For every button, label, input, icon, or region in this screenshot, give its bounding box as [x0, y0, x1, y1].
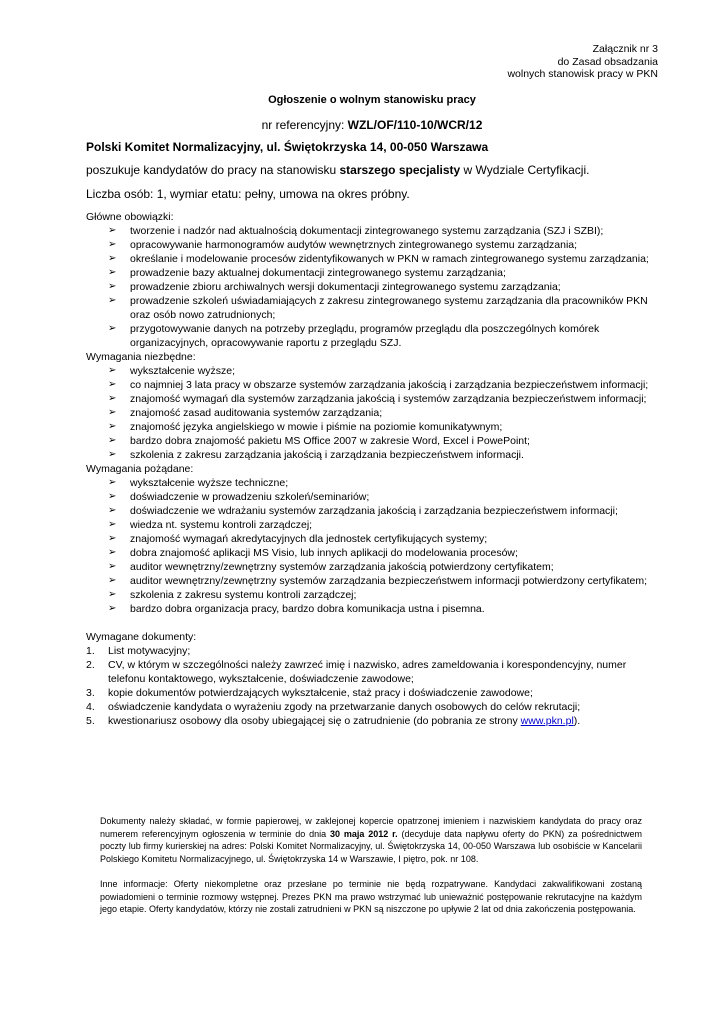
organization-address: Polski Komitet Normalizacyjny, ul. Świętokrzyska 14, 00-050 Warszawa: [86, 140, 489, 154]
annex-note: [358, 43, 658, 81]
arrow-bullet-icon: ➢: [108, 533, 117, 544]
documents-heading: Wymagane dokumenty:: [86, 631, 197, 643]
item-number: 5.: [86, 715, 95, 727]
reference-number: [86, 118, 658, 132]
submission-instructions: Dokumenty należy składać, w formie papierowej, w zaklejonej kopercie opatrzonej imieniem i nazwiskiem kandydata do pracy oraz numerem referencyjnym ogłoszenia w terminie do dnia 30 maja 2012 r. (decyduje data napływu oferty do PKN) za pośrednictwem poczty lub firmy kurierskiej na adres: Polski Komitet Normalizacyjny, ul. Świętokrzyska 14, 00-050 Warszawa lub osobiście w Kancelarii Polskiego Komitetu Normalizacyjnego, ul. Świętokrzyska 14 w Warszawie, I piętro, pok. nr 108.: [100, 816, 642, 864]
list-item: ➢ auditor wewnętrzny/zewnętrzny systemów zarządzania bezpieczeństwem informacji potwierdzony certyfikatem;: [108, 575, 648, 587]
documents-list: [86, 644, 658, 728]
item-number: 3.: [86, 687, 95, 699]
desired-heading: Wymagania pożądane:: [86, 463, 194, 475]
duties-heading: Główne obowiązki:: [86, 211, 174, 223]
list-item: ➢ szkolenia z zakresu zarządzania jakością i zarządzania bezpieczeństwem informacji.: [108, 449, 524, 461]
list-item: ➢ prowadzenie zbioru archiwalnych wersji dokumentacji zintegrowanego systemu zarządzania;: [108, 281, 561, 293]
arrow-bullet-icon: ➢: [108, 365, 117, 376]
deadline-date: 30 maja 2012 r.: [330, 828, 398, 839]
list-item: ➢ bardzo dobra znajomość pakietu MS Office 2007 w zakresie Word, Excel i PowePoint;: [108, 435, 530, 447]
list-item: 4. oświadczenie kandydata o wyrażeniu zgody na przetwarzanie danych osobowych do celów rekrutacji;: [86, 701, 581, 713]
pkn-website-link[interactable]: www.pkn.pl: [520, 715, 574, 727]
arrow-bullet-icon: ➢: [108, 603, 117, 614]
list-item: 1. List motywacyjny;: [86, 645, 191, 657]
list-item: ➢ wykształcenie wyższe;: [108, 365, 236, 377]
item-number: 1.: [86, 645, 95, 657]
list-item: ➢ przygotowywanie danych na potrzeby przeglądu, programów przeglądu dla poszczególnych komórek organizacyjnych, opracowywanie raportu z przeglądu SZJ.: [108, 323, 600, 349]
other-information: Inne informacje: Oferty niekompletne oraz przesłane po terminie nie będą rozpatrywane. Kandydaci zakwalifikowani zostaną powiadomieni o terminie rozmowy wstępnej. Prezes PKN ma prawo wstrzymać lub unieważnić postępowanie rekrutacyjne na każdym jego etapie. Oferty kandydatów, którzy nie zostali zatrudnieni w PKN są niszczone po upływie 2 lat od dnia zakończenia postępowania.: [100, 879, 642, 914]
arrow-bullet-icon: ➢: [108, 547, 117, 558]
required-list: [86, 364, 658, 462]
list-item: ➢ prowadzenie szkoleń uświadamiających z zakresu zintegrowanego systemu zarządzania dla pracowników PKN oraz osób nowo zatrudnionych;: [108, 295, 648, 321]
list-item: 3. kopie dokumentów potwierdzających wykształcenie, staż pracy i doświadczenie zawodowe;: [86, 687, 533, 699]
list-item: ➢ dobra znajomość aplikacji MS Visio, lub innych aplikacji do modelowania procesów;: [108, 547, 518, 559]
requirements-body: [86, 210, 658, 728]
position-name: starszego specjalisty: [339, 163, 461, 177]
annex-line-3: wolnych stanowisk pracy w PKN: [507, 68, 658, 80]
required-heading: Wymagania niezbędne:: [86, 351, 196, 363]
list-item: 5. kwestionariusz osobowy dla osoby ubiegającej się o zatrudnienie (do pobrania ze strony www.pkn.pl).: [86, 715, 581, 727]
list-item: ➢ doświadczenie we wdrażaniu systemów zarządzania jakością i zarządzania bezpieczeństwem informacji;: [108, 505, 618, 517]
spacer: [86, 616, 658, 630]
arrow-bullet-icon: ➢: [108, 505, 117, 516]
arrow-bullet-icon: ➢: [108, 449, 117, 460]
arrow-bullet-icon: ➢: [108, 225, 117, 236]
list-item: ➢ znajomość języka angielskiego w mowie i piśmie na poziomie komunikatywnym;: [108, 421, 503, 433]
arrow-bullet-icon: ➢: [108, 477, 117, 488]
list-item: ➢ prowadzenie bazy aktualnej dokumentacji zintegrowanego systemu zarządzania;: [108, 267, 506, 279]
list-item: ➢ auditor wewnętrzny/zewnętrzny systemów zarządzania jakością potwierdzony certyfikatem;: [108, 561, 554, 573]
duties-list: [86, 224, 658, 350]
annex-line-1: Załącznik nr 3: [592, 43, 658, 55]
arrow-bullet-icon: ➢: [108, 323, 117, 334]
arrow-bullet-icon: ➢: [108, 519, 117, 530]
reference-code: WZL/OF/110-10/WCR/12: [347, 118, 483, 132]
seeking-post: w Wydziale Certyfikacji.: [460, 163, 590, 177]
arrow-bullet-icon: ➢: [108, 421, 117, 432]
list-item: 2. CV, w którym w szczególności należy zawrzeć imię i nazwisko, adres zameldowania i korespondencyjny, numer telefonu kontaktowego, wykształcenie, doświadczenie zawodowe;: [86, 659, 627, 685]
arrow-bullet-icon: ➢: [108, 491, 117, 502]
arrow-bullet-icon: ➢: [108, 379, 117, 390]
arrow-bullet-icon: ➢: [108, 253, 117, 264]
annex-line-2: do Zasad obsadzania: [557, 55, 658, 68]
arrow-bullet-icon: ➢: [108, 295, 117, 306]
list-item: ➢ doświadczenie w prowadzeniu szkoleń/seminariów;: [108, 491, 370, 503]
list-item: ➢ tworzenie i nadzór nad aktualnością dokumentacji zintegrowanego systemu zarządzania (SZJ i SZBI);: [108, 225, 604, 237]
seeking-statement: [86, 163, 589, 177]
list-item: ➢ znajomość wymagań dla systemów zarządzania jakością i systemów zarządzania bezpieczeństwem informacji;: [108, 393, 647, 405]
arrow-bullet-icon: ➢: [108, 589, 117, 600]
item-number: 2.: [86, 659, 95, 671]
list-item: ➢ opracowywanie harmonogramów audytów wewnętrznych zintegrowanego systemu zarządzania;: [108, 239, 578, 251]
arrow-bullet-icon: ➢: [108, 561, 117, 572]
seeking-pre: poszukuje kandydatów do pracy na stanowisku: [86, 163, 340, 177]
list-item: ➢ wiedza nt. systemu kontroli zarządczej;: [108, 519, 313, 531]
list-item: ➢ znajomość zasad auditowania systemów zarządzania;: [108, 407, 383, 419]
item-number: 4.: [86, 701, 95, 713]
list-item: ➢ bardzo dobra organizacja pracy, bardzo dobra komunikacja ustna i pisemna.: [108, 603, 485, 615]
headcount-statement: Liczba osób: 1, wymiar etatu: pełny, umowa na okres próbny.: [86, 187, 410, 201]
list-item: ➢ znajomość wymagań akredytacyjnych dla jednostek certyfikujących systemy;: [108, 533, 488, 545]
list-item: ➢ szkolenia z zakresu systemu kontroli zarządczej;: [108, 589, 357, 601]
arrow-bullet-icon: ➢: [108, 281, 117, 292]
desired-list: [86, 476, 658, 616]
arrow-bullet-icon: ➢: [108, 407, 117, 418]
reference-prefix: nr referencyjny:: [261, 118, 348, 132]
arrow-bullet-icon: ➢: [108, 267, 117, 278]
arrow-bullet-icon: ➢: [108, 435, 117, 446]
arrow-bullet-icon: ➢: [108, 393, 117, 404]
list-item: ➢ co najmniej 3 lata pracy w obszarze systemów zarządzania jakością i zarządzania bezpieczeństwem informacji;: [108, 379, 649, 391]
list-item: ➢ wykształcenie wyższe techniczne;: [108, 477, 289, 489]
arrow-bullet-icon: ➢: [108, 575, 117, 586]
list-item: ➢ określanie i modelowanie procesów zidentyfikowanych w PKN w ramach zintegrowanego systemu zarządzania;: [108, 253, 649, 265]
page-title: Ogłoszenie o wolnym stanowisku pracy: [268, 94, 476, 106]
arrow-bullet-icon: ➢: [108, 239, 117, 250]
